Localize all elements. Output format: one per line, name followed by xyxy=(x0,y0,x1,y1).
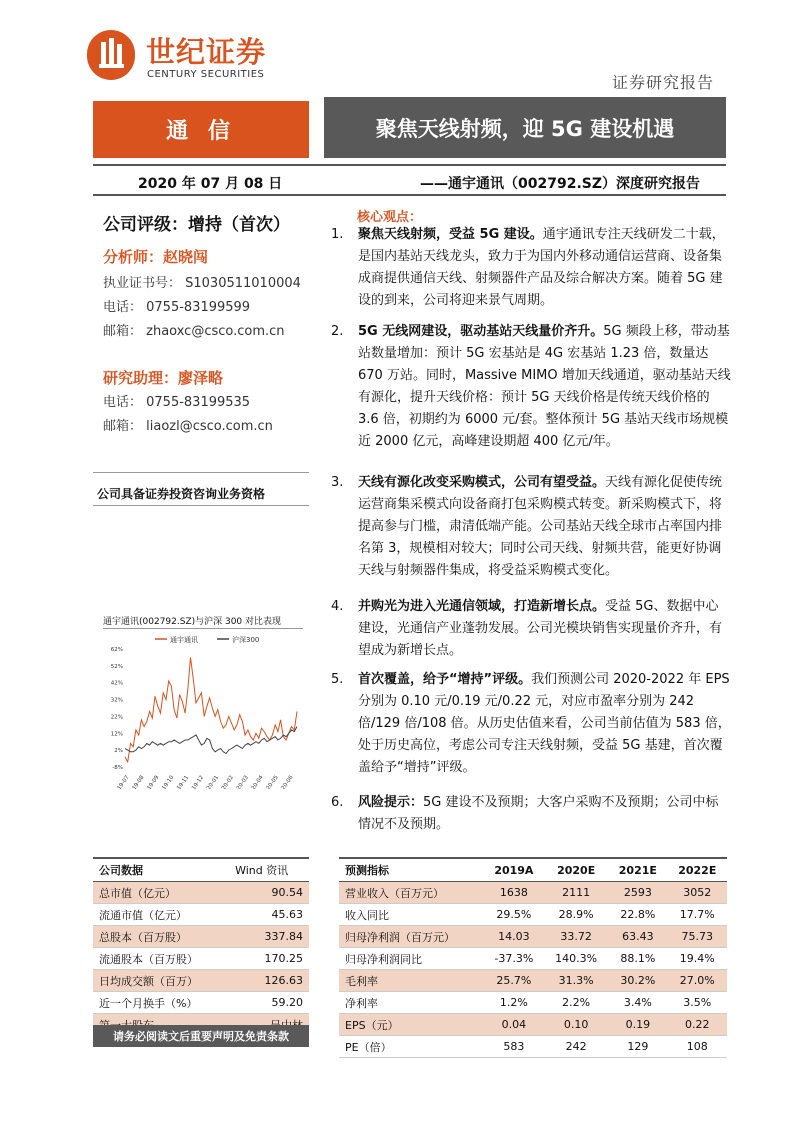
cell: 27.0% xyxy=(668,970,727,992)
report-date: 2020 年 07 月 08 日 xyxy=(138,176,283,192)
chart-title: 通宇通讯(002792.SZ)与沪深 300 对比表现 xyxy=(103,617,282,627)
x-tick-label: 19-08 xyxy=(131,774,146,789)
table-header: 2020E xyxy=(544,858,608,882)
divider xyxy=(93,505,309,506)
row-value: 337.84 xyxy=(229,926,309,948)
table-row xyxy=(93,992,309,1014)
y-tick-label: 32% xyxy=(110,697,123,704)
row-label: 收入同比 xyxy=(339,904,484,926)
x-tick-label: 20-05 xyxy=(265,774,280,789)
table-row xyxy=(93,926,309,948)
table-header: 预测指标 xyxy=(339,858,484,882)
point-text: 5G 频段上移，带动基站数量增加：预计 5G 宏基站是 4G 宏基站 1.23 倍，数量达 670 万站。同时，Massive MIMO 增加天线通道，驱动基站天线有源化，提升天线价格：预计 5G 天线价格是传统天线价格的 3.6 倍，初期约为 6000 元/套。整体预计 5G 基站天线市场规模近 2000 亿元，高峰建设期超 400 亿元/年。 xyxy=(358,324,731,449)
y-tick-label: 42% xyxy=(110,680,123,687)
cell: 29.5% xyxy=(484,904,545,926)
qualification-note: 公司具备证券投资咨询业务资格 xyxy=(97,487,266,501)
row-value: 170.25 xyxy=(229,948,309,970)
cell: 2.2% xyxy=(544,992,608,1014)
report-type: 证券研究报告 xyxy=(612,73,715,92)
cell: 0.04 xyxy=(484,1014,545,1036)
table-row xyxy=(339,882,727,904)
row-value: 45.63 xyxy=(229,904,309,926)
y-tick-label: 22% xyxy=(110,714,123,721)
row-label: 净利率 xyxy=(339,992,484,1014)
report-subtitle: ——通宇通讯（002792.SZ）深度研究报告 xyxy=(420,176,700,192)
divider xyxy=(93,472,309,473)
cell: 0.10 xyxy=(544,1014,608,1036)
x-tick-label: 19-09 xyxy=(146,774,161,789)
x-tick-label: 20-03 xyxy=(235,774,250,789)
point-lead: 风险提示： xyxy=(358,795,424,810)
cell: 3052 xyxy=(668,882,727,904)
row-label: 营业收入（百万元） xyxy=(339,882,484,904)
core-point xyxy=(331,669,731,779)
disclaimer-banner: 请务必阅读文后重要声明及免责条款 xyxy=(93,1025,309,1047)
row-label: 日均成交额（百万） xyxy=(93,970,229,992)
core-point xyxy=(331,792,731,836)
cell: 2593 xyxy=(608,882,667,904)
analyst-phone: 电话： 0755-83199599 xyxy=(103,300,251,315)
table-row xyxy=(93,904,309,926)
cell: 75.73 xyxy=(668,926,727,948)
row-label: 归母净利润同比 xyxy=(339,948,484,970)
row-label: 流通市值（亿元） xyxy=(93,904,229,926)
x-tick-label: 19-12 xyxy=(191,774,206,789)
y-tick-label: -8% xyxy=(112,765,123,771)
y-tick-label: 52% xyxy=(110,663,123,670)
table-row xyxy=(339,992,727,1014)
table-row xyxy=(339,1036,727,1058)
row-label: 流通股本（百万股） xyxy=(93,948,229,970)
assistant-name: 研究助理：廖泽略 xyxy=(103,369,224,387)
company-logo xyxy=(87,30,135,80)
table-row xyxy=(93,970,309,992)
core-point xyxy=(331,472,731,582)
divider xyxy=(93,164,726,166)
x-tick-label: 20-04 xyxy=(250,774,265,789)
cell: 14.03 xyxy=(484,926,545,948)
analyst-cert: 执业证书号： S1030511010004 xyxy=(103,276,301,291)
series-line xyxy=(125,727,297,754)
chart-svg xyxy=(103,629,303,789)
y-tick-label: 62% xyxy=(110,647,123,653)
table-row xyxy=(339,970,727,992)
x-tick-label: 19-11 xyxy=(176,774,191,789)
row-label: PE（倍） xyxy=(339,1036,484,1058)
cell: 31.3% xyxy=(544,970,608,992)
cell: 1.2% xyxy=(484,992,545,1014)
legend-label: 沪深300 xyxy=(232,636,260,644)
table-row xyxy=(339,904,727,926)
divider xyxy=(93,194,726,196)
cell: 19.4% xyxy=(668,948,727,970)
cell: 3.4% xyxy=(608,992,667,1014)
point-text: 通宇通讯专注天线研发二十载，是国内基站天线龙头，致力于为国内外移动通信运营商、设备集成商提供通信天线、射频器件产品及综合解决方案。随着 5G 建设的到来，公司将迎来景气周期。 xyxy=(358,227,725,308)
core-point xyxy=(331,321,731,453)
brand-name-en: CENTURY SECURITIES xyxy=(147,69,265,80)
table-row xyxy=(339,948,727,970)
analyst-name: 分析师：赵晓闯 xyxy=(103,248,209,266)
y-tick-label: 12% xyxy=(110,731,123,738)
point-number: 1. xyxy=(331,227,344,242)
core-point xyxy=(331,224,731,312)
core-point xyxy=(331,596,731,662)
cell: -37.3% xyxy=(484,948,545,970)
company-data-table xyxy=(93,857,309,1036)
cell: 242 xyxy=(544,1036,608,1058)
table-header: 2022E xyxy=(668,858,727,882)
row-label: 总市值（亿元） xyxy=(93,882,229,904)
table-header: 公司数据 xyxy=(93,858,229,882)
point-number: 5. xyxy=(331,672,344,687)
x-tick-label: 20-02 xyxy=(220,774,236,789)
point-text: 我们预测公司 2020-2022 年 EPS 分别为 0.10 元/0.19 元/0.22 元，对应市盈率分别为 242 倍/129 倍/108 倍。从历史估值来看，公司当前估值为 583 倍，处于历史高位，考虑公司专注天线射频，受益 5G 基建，首次覆盖给予“增持”评级。 xyxy=(358,672,731,775)
x-tick-label: 19-10 xyxy=(161,774,176,789)
legend-label: 通宇通讯 xyxy=(170,636,198,644)
row-value: 59.20 xyxy=(229,992,309,1014)
point-text: 天线有源化促使传统运营商集采模式向设备商打包采购模式转变。新采购模式下，将提高参与门槛，肃清低端产能。公司基站天线全球市占率国内排名第 3，规模相对较大；同时公司天线、射频共营，能更好协调天线与射频器件集成，将受益采购模式变化。 xyxy=(358,475,723,578)
row-label: 归母净利润（百万元） xyxy=(339,926,484,948)
cell: 1638 xyxy=(484,882,545,904)
cell: 22.8% xyxy=(608,904,667,926)
cell: 140.3% xyxy=(544,948,608,970)
analyst-email[interactable]: 邮箱： zhaoxc@csco.com.cn xyxy=(103,324,285,339)
cell: 28.9% xyxy=(544,904,608,926)
x-tick-label: 19-07 xyxy=(116,774,131,789)
cell: 25.7% xyxy=(484,970,545,992)
company-rating: 公司评级：增持（首次） xyxy=(103,215,290,235)
point-lead: 并购光为进入光通信领域，打造新增长点。 xyxy=(358,599,606,614)
forecast-table xyxy=(339,857,727,1058)
point-number: 6. xyxy=(331,795,344,810)
point-text: 5G 建设不及预期；大客户采购不及预期；公司中标情况不及预期。 xyxy=(358,795,719,832)
row-label: 近一个月换手（%） xyxy=(93,992,229,1014)
report-title: 聚焦天线射频，迎 5G 建设机遇 xyxy=(324,97,726,158)
point-number: 2. xyxy=(331,324,344,339)
cell: 3.5% xyxy=(668,992,727,1014)
row-value: 90.54 xyxy=(229,882,309,904)
cell: 30.2% xyxy=(608,970,667,992)
assistant-phone: 电话： 0755-83199535 xyxy=(103,395,251,410)
cell: 129 xyxy=(608,1036,667,1058)
point-lead: 首次覆盖，给予“增持”评级。 xyxy=(358,672,532,687)
cell: 0.22 xyxy=(668,1014,727,1036)
table-header: 2019A xyxy=(484,858,545,882)
cell: 17.7% xyxy=(668,904,727,926)
row-label: EPS（元） xyxy=(339,1014,484,1036)
performance-chart xyxy=(103,628,303,789)
cell: 63.43 xyxy=(608,926,667,948)
table-header: Wind 资讯 xyxy=(229,858,309,882)
cell: 2111 xyxy=(544,882,608,904)
table-row xyxy=(339,1014,727,1036)
table-row xyxy=(339,926,727,948)
x-tick-label: 20-01 xyxy=(206,774,221,789)
point-lead: 天线有源化改变采购模式，公司有望受益。 xyxy=(358,475,606,490)
row-label: 毛利率 xyxy=(339,970,484,992)
point-number: 3. xyxy=(331,475,344,490)
row-label: 总股本（百万股） xyxy=(93,926,229,948)
point-lead: 聚焦天线射频，受益 5G 建设。 xyxy=(358,227,543,242)
core-heading: 核心观点： xyxy=(357,210,423,225)
cell: 583 xyxy=(484,1036,545,1058)
table-header: 2021E xyxy=(608,858,667,882)
cell: 108 xyxy=(668,1036,727,1058)
cell: 0.19 xyxy=(608,1014,667,1036)
sector-label: 通 信 xyxy=(93,101,309,158)
cell: 88.1% xyxy=(608,948,667,970)
brand-name-cn: 世纪证券 xyxy=(146,35,267,69)
row-value: 126.63 xyxy=(229,970,309,992)
point-lead: 5G 无线网建设，驱动基站天线量价齐升。 xyxy=(358,324,604,339)
series-line xyxy=(125,657,297,762)
cell: 33.72 xyxy=(544,926,608,948)
point-text: 受益 5G、数据中心建设，光通信产业蓬勃发展。公司光模块销售实现量价齐升，有望成为新增长点。 xyxy=(358,599,723,658)
assistant-email[interactable]: 邮箱： liaozl@csco.com.cn xyxy=(103,419,273,434)
y-tick-label: 2% xyxy=(114,748,123,755)
table-row xyxy=(93,882,309,904)
point-number: 4. xyxy=(331,599,344,614)
table-row xyxy=(93,948,309,970)
x-tick-label: 20-06 xyxy=(280,774,295,789)
